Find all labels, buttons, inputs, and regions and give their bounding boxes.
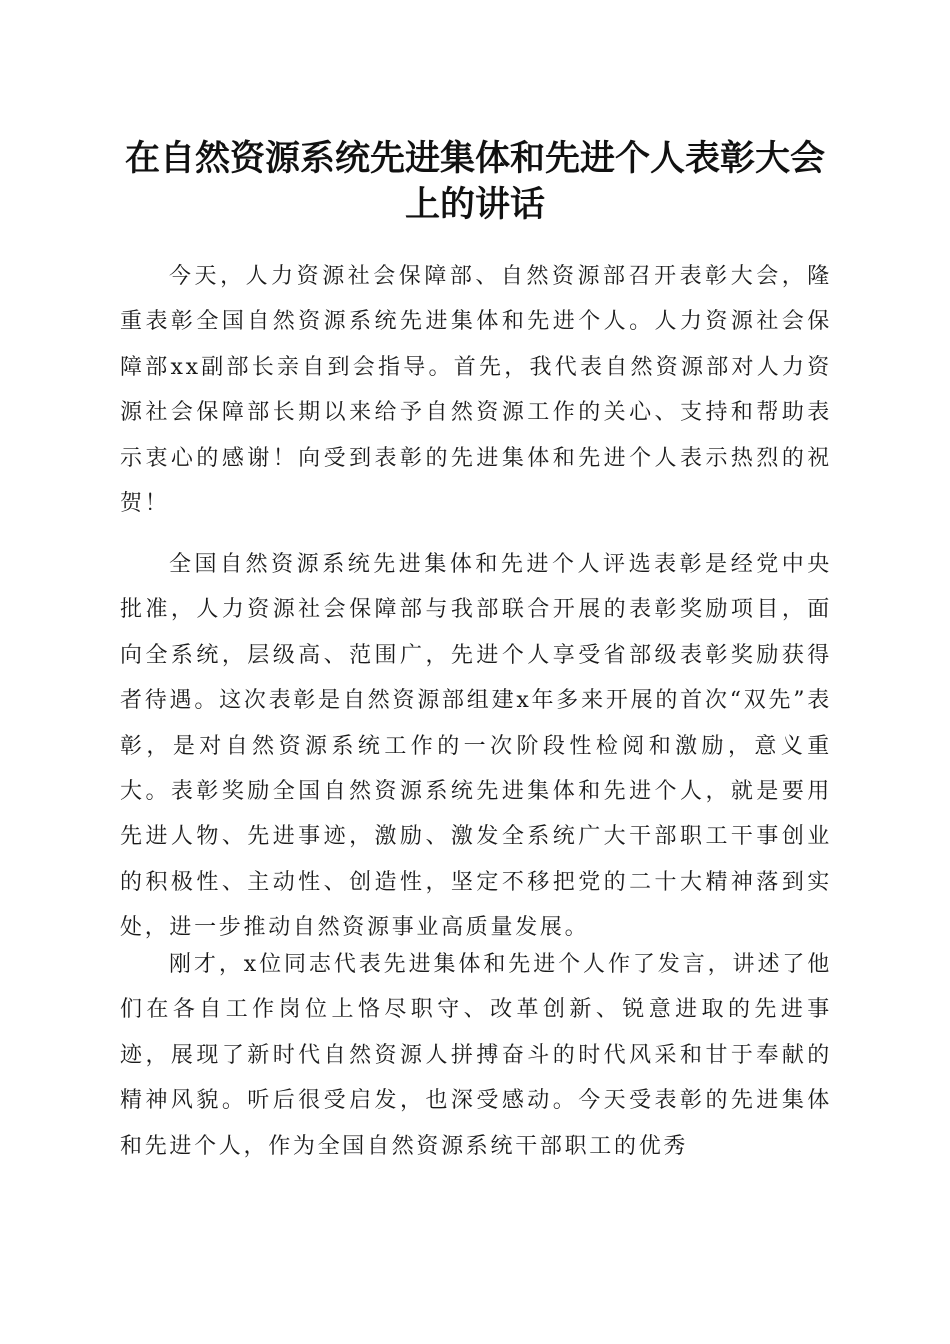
document-title-line-2: 上的讲话 <box>404 184 545 225</box>
paragraph-3: 刚才，x位同志代表先进集体和先进个人作了发言，讲述了他们在各自工作岗位上恪尽职守、改革创新、锐意进取的先进事迹，展现了新时代自然资源人拼搏奋斗的时代风采和甘于奉献的精神风貌。听后很受启发，也深受感动。今天受表彰的先进集体和先进个人，作为全国自然资源系统干部职工的优秀 <box>120 952 832 1159</box>
document-title-line-1: 在自然资源系统先进集体和先进个人表彰大会 <box>124 138 825 179</box>
paragraph-2: 全国自然资源系统先进集体和先进个人评选表彰是经党中央批准，人力资源社会保障部与我部联合开展的表彰奖励项目，面向全系统，层级高、范围广，先进个人享受省部级表彰奖励获得者待遇。这次表彰是自然资源部组建x年多来开展的首次“双先”表彰，是对自然资源系统工作的一次阶段性检阅和激励，意义重大。表彰奖励全国自然资源系统先进集体和先进个人，就是要用先进人物、先进事迹，激励、激发全系统广大干部职工干事创业的积极性、主动性、创造性，坚定不移把党的二十大精神落到实处，进一步推动自然资源事业高质量发展。 <box>120 552 832 941</box>
paragraph-1: 今天，人力资源社会保障部、自然资源部召开表彰大会，隆重表彰全国自然资源系统先进集体和先进个人。人力资源社会保障部xx副部长亲自到会指导。首先，我代表自然资源部对人力资源社会保障部长期以来给予自然资源工作的关心、支持和帮助表示衷心的感谢！向受到表彰的先进集体和先进个人表示热烈的祝贺！ <box>120 264 832 517</box>
